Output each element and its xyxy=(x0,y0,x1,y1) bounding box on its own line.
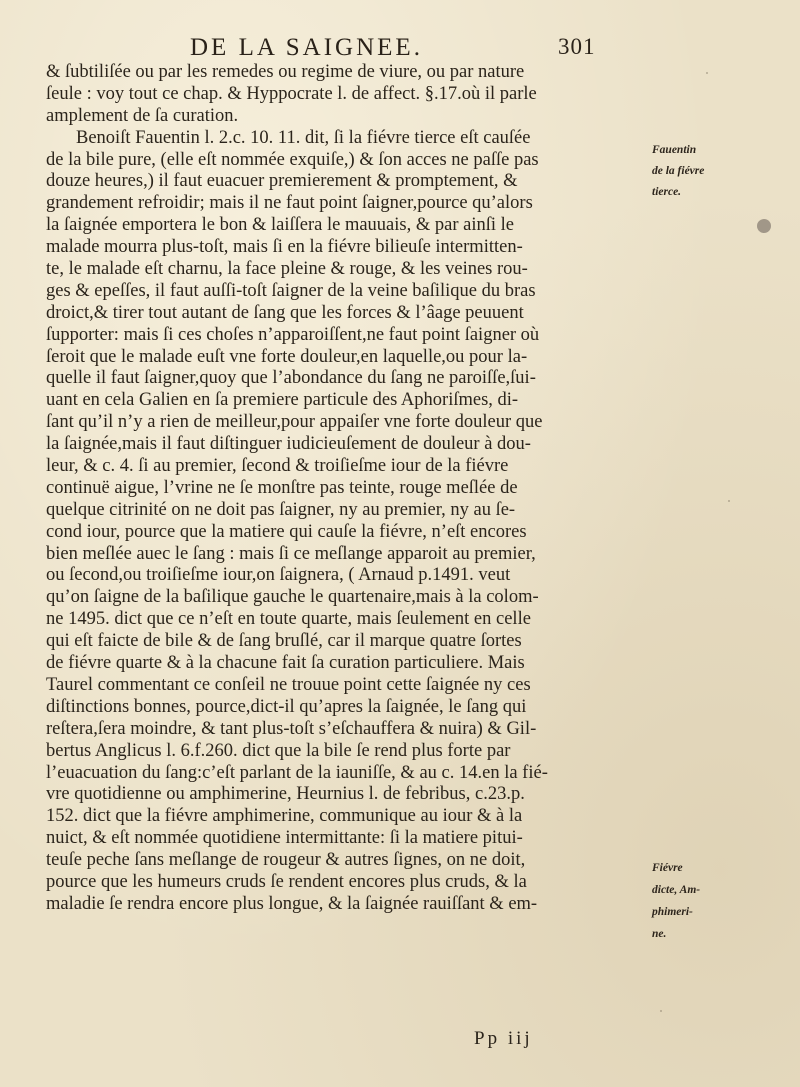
text-line: cond iour, pource que la matiere qui cauſe la fiévre, n’eſt encores xyxy=(46,521,527,542)
margin-note: dicte, Am- xyxy=(652,884,701,896)
text-line: bien meſlée auec le ſang : mais ſi ce meſlange apparoit au premier, xyxy=(46,543,536,564)
margin-note: ne. xyxy=(652,928,667,940)
text-line: douze heures,) il faut euacuer premierement & promptement, & xyxy=(46,171,518,192)
text-line: de fiévre quarte & à la chacune fait ſa curation particuliere. Mais xyxy=(46,653,525,674)
text-line: pource que les humeurs cruds ſe rendent encores plus cruds, & la xyxy=(46,871,527,892)
text-line: ges & epeſſes, il faut auſſi-toſt ſaigner de la veine baſilique du bras xyxy=(46,280,536,301)
signature-mark: Pp iij xyxy=(474,1028,533,1049)
text-line: malade mourra plus-toſt, mais ſi en la fiévre bilieuſe intermitten- xyxy=(46,237,523,258)
text-line: ſant qu’il n’y a rien de meilleur,pour appaiſer vne forte douleur que xyxy=(46,412,543,433)
text-line: ſeroit que le malade euſt vne forte douleur,en laquelle,ou pour la- xyxy=(46,346,528,367)
text-line: quelle il faut ſaigner,quoy que l’abondance du ſang ne paroiſſe,ſui- xyxy=(46,368,536,389)
text-line: de la bile pure, (elle eſt nommée exquiſe,) & ſon acces ne paſſe pas xyxy=(46,149,539,170)
text-line: l’euacuation du ſang:c’eſt parlant de la iauniſſe, & au c. 14.en la fié- xyxy=(46,762,548,783)
text-line: ne 1495. dict que ce n’eſt en toute quarte, mais ſeulement en celle xyxy=(46,609,531,630)
text-line: la ſaignée,mais il faut diſtinguer iudicieuſement de douleur à dou- xyxy=(46,434,531,455)
margin-note: tierce. xyxy=(652,186,682,198)
paper-speck xyxy=(660,1010,662,1012)
paper-speck xyxy=(728,500,730,502)
text-line: te, le malade eſt charnu, la face pleine & rouge, & les veines rou- xyxy=(46,259,528,280)
text-line: teuſe peche ſans meſlange de rougeur & autres ſignes, on ne doit, xyxy=(46,850,526,871)
text-line: quelque citrinité on ne doit pas ſaigner, ny au premier, ny au ſe- xyxy=(46,499,516,520)
text-line: Taurel commentant ce conſeil ne trouue point cette ſaignée ny ces xyxy=(46,674,531,695)
text-line: nuict, & eſt nommée quotidiene intermittante: ſi la matiere pitui- xyxy=(46,828,523,849)
margin-note: phimeri- xyxy=(652,906,693,918)
page-number: 301 xyxy=(558,34,596,59)
text-line: qu’on ſaigne de la baſilique gauche le quartenaire,mais à la colom- xyxy=(46,587,539,608)
text-line: ou ſecond,ou troiſieſme iour,on ſaignera, ( Arnaud p.1491. veut xyxy=(46,565,511,586)
text-line: vre quotidienne ou amphimerine, Heurnius l. de febribus, c.23.p. xyxy=(46,784,525,805)
text-line: diſtinctions bonnes, pource,dict-il qu’apres la ſaignée, le ſang qui xyxy=(46,696,527,717)
text-line: uant en cela Galien en ſa premiere particule des Aphoriſmes, di- xyxy=(46,390,519,411)
text-line: Benoiſt Fauentin l. 2.c. 10. 11. dit, ſi la fiévre tierce eſt cauſée xyxy=(76,127,531,148)
text-line: reſtera,ſera moindre, & tant plus-toſt s’eſchauffera & nuira) & Gil- xyxy=(46,718,537,739)
text-line: amplement de ſa curation. xyxy=(46,105,239,126)
running-title: DE LA SAIGNEE. xyxy=(190,34,423,61)
text-line: droict,& tirer tout autant de ſang que les forces & l’âage peuuent xyxy=(46,302,524,323)
paper-speck xyxy=(706,72,708,74)
text-line: continuë aigue, l’vrine ne ſe monſtre pas teinte, rouge meſlée de xyxy=(46,477,518,498)
text-line: qui eſt faicte de bile & de ſang bruſlé, car il marque quatre ſortes xyxy=(46,631,522,652)
text-line: & ſubtiliſée ou par les remedes ou regime de viure, ou par nature xyxy=(46,62,525,82)
text-line: leur, & c. 4. ſi au premier, ſecond & troiſieſme iour de la fiévre xyxy=(46,456,509,477)
text-line: bertus Anglicus l. 6.f.260. dict que la bile ſe rend plus forte par xyxy=(46,740,511,761)
text-line: grandement refroidir; mais il ne faut point ſaigner,pource qu’alors xyxy=(46,193,533,214)
margin-note: Fiévre xyxy=(652,862,683,874)
text-line: la ſaignée emportera le bon & laiſſera le mauuais, & par ainſi le xyxy=(46,215,514,236)
ink-blot xyxy=(757,219,771,233)
text-line: maladie ſe rendra encore plus longue, & la ſaignée rauiſſant & em- xyxy=(46,893,538,914)
margin-note: Fauentin xyxy=(652,144,697,156)
text-line: 152. dict que la fiévre amphimerine, communique au iour & à la xyxy=(46,806,523,827)
text-line: ſupporter: mais ſi ces choſes n’apparoiſſent,ne faut point ſaigner où xyxy=(46,324,540,345)
body-text xyxy=(46,62,705,940)
margin-note: de la fiévre xyxy=(652,165,705,177)
text-line: ſeule : voy tout ce chap. & Hyppocrate l. de affect. §.17.où il parle xyxy=(46,83,537,104)
